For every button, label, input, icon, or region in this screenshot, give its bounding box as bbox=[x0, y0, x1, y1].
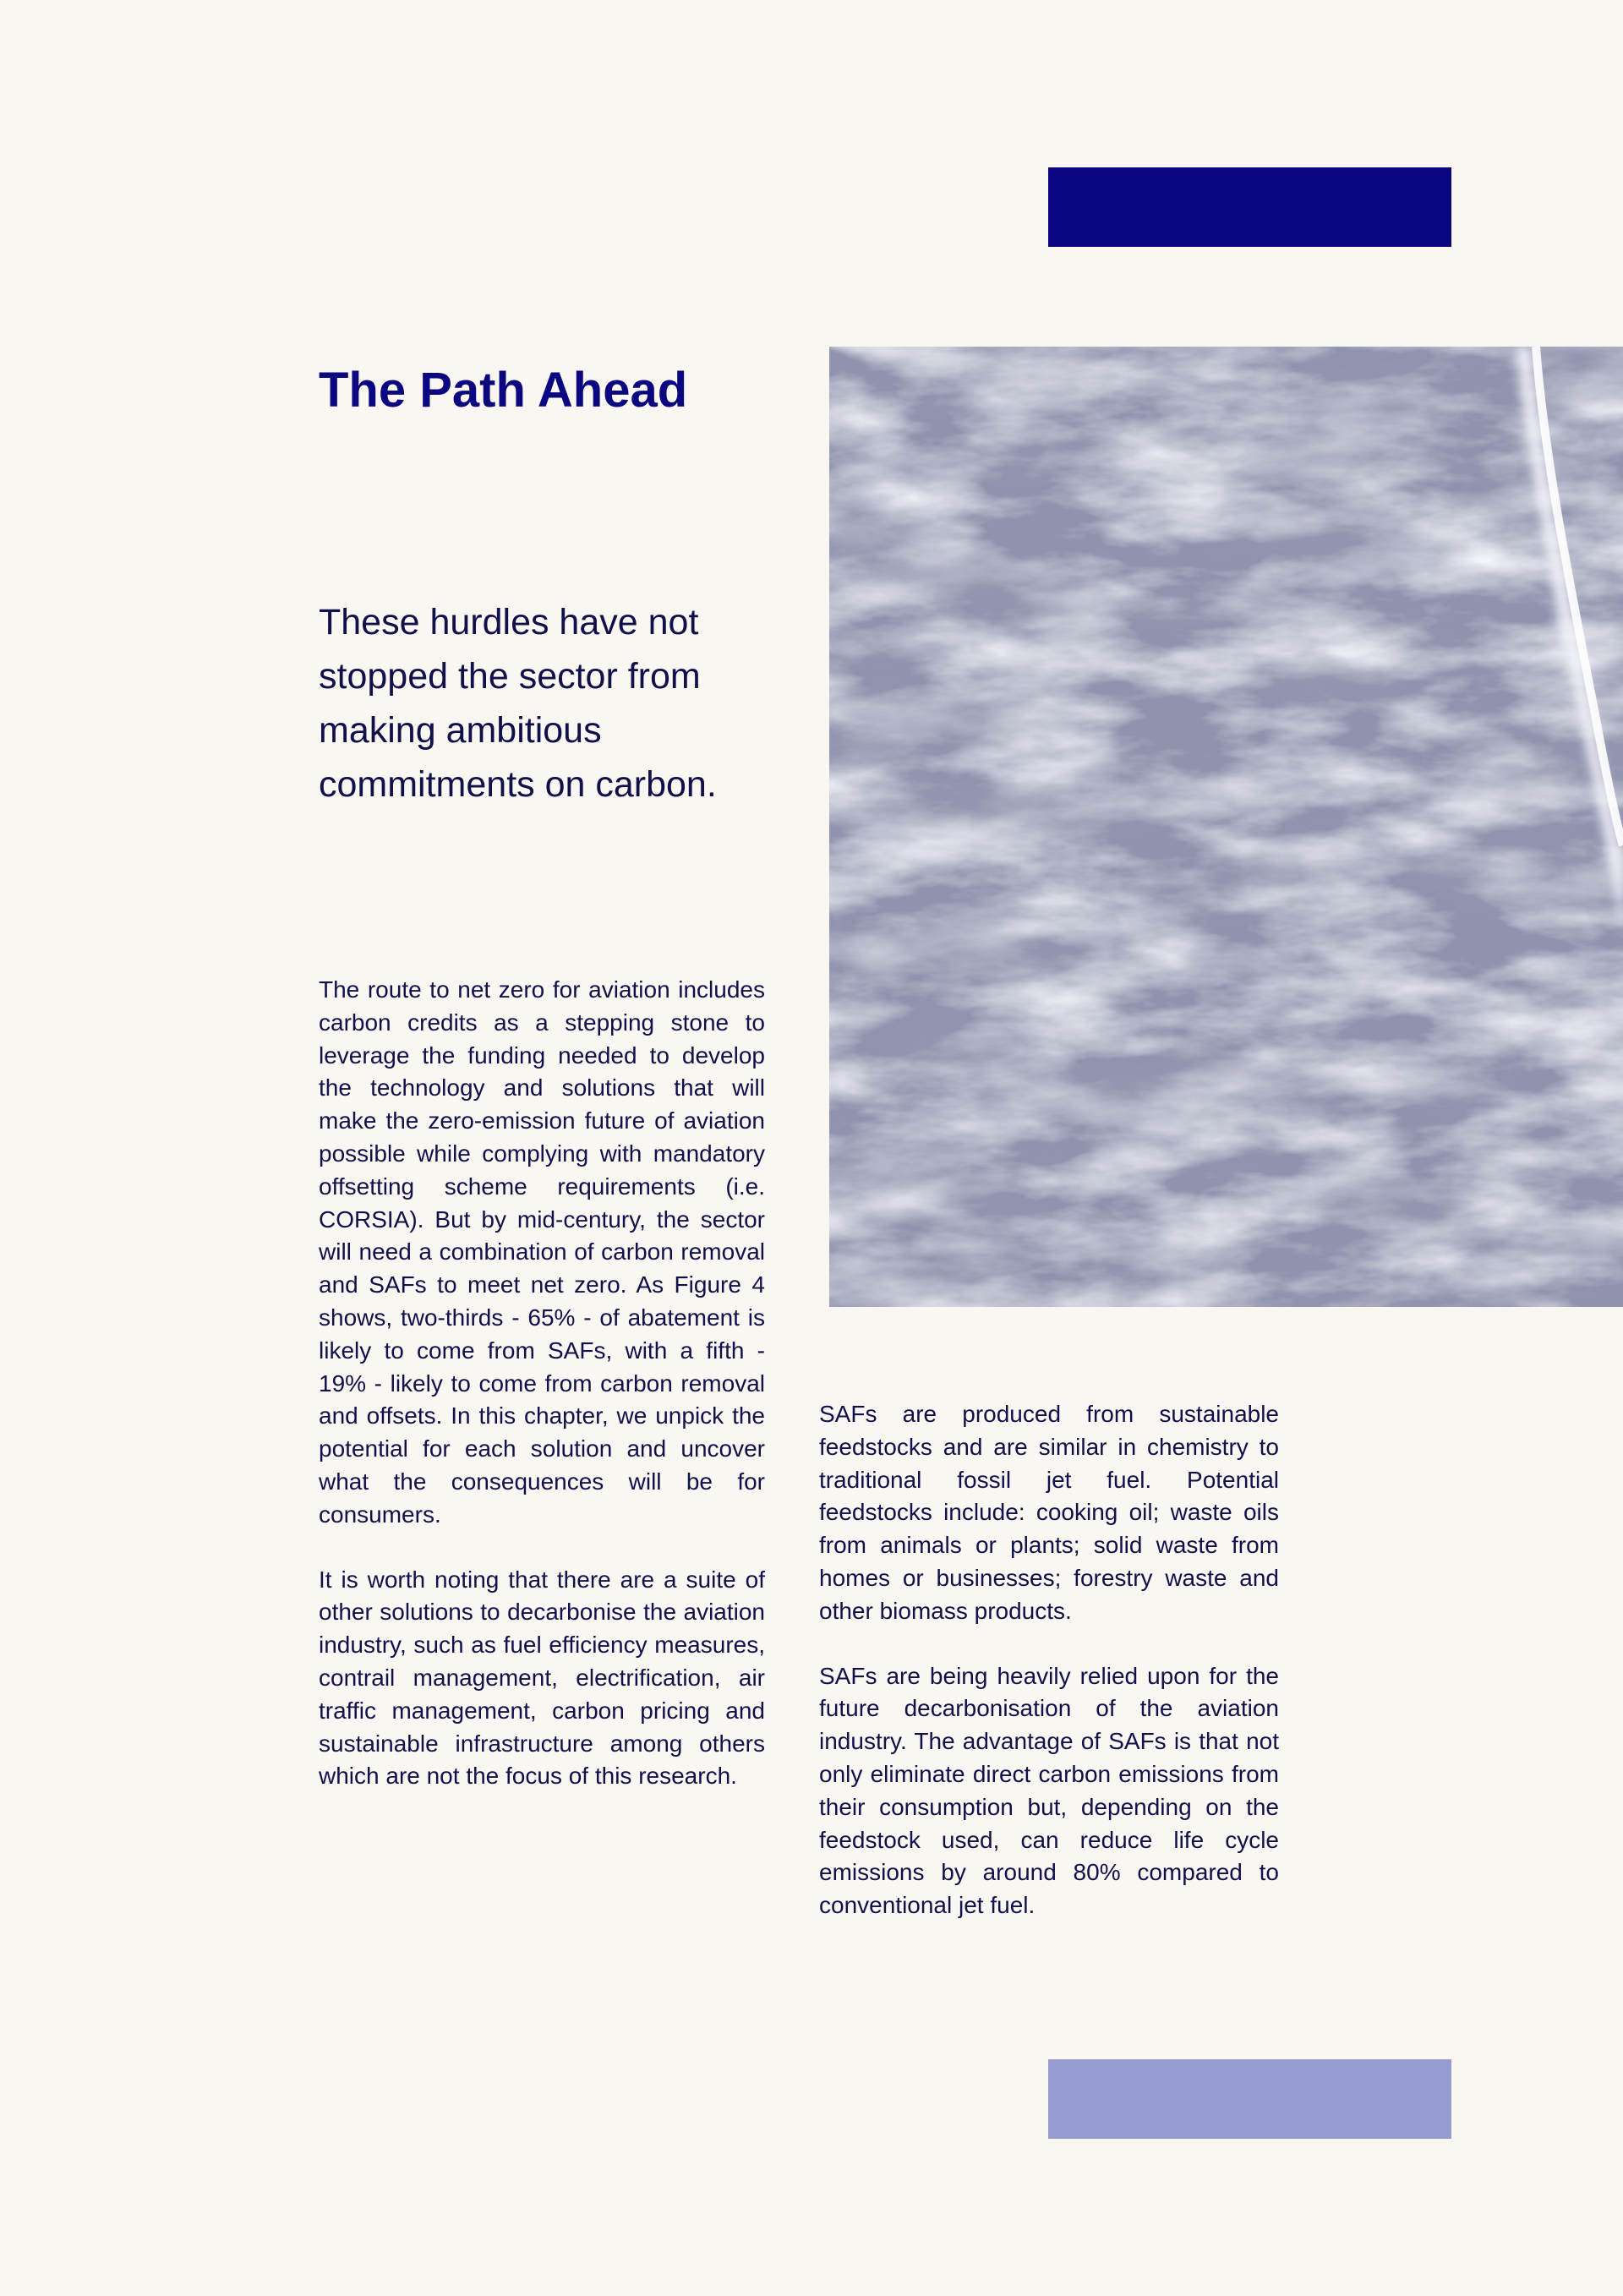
left-text-column bbox=[319, 974, 765, 1825]
left-paragraph: It is worth noting that there are a suite of other solutions to decarbonise the aviation industry, such as fuel efficiency measures, contrail management, electrification, air traffic management, carbon pricing and sustainable infrastructure among others which are not the focus of this research. bbox=[319, 1566, 765, 1790]
right-paragraph: SAFs are being heavily relied upon for the future decarbonisation of the aviation industry. The advantage of SAFs is that not only eliminate direct carbon emissions from their consumption but, depending on the feedstock used, can reduce life cycle emissions by around 80% compared to conventional jet fuel. bbox=[819, 1662, 1279, 1919]
top-accent-bar bbox=[1048, 167, 1451, 247]
lead-quote: These hurdles have not stopped the sector from making ambitious commitments on carbon. bbox=[319, 602, 717, 805]
right-paragraph: SAFs are produced from sustainable feedstocks and are similar in chemistry to traditional fossil jet fuel. Potential feedstocks include: cooking oil; waste oils from animals or plants; solid waste from homes or businesses; forestry waste and other biomass products. bbox=[819, 1401, 1279, 1624]
right-text-column bbox=[819, 1398, 1279, 1954]
clouds-photo bbox=[829, 347, 1623, 1307]
page-title: The Path Ahead bbox=[319, 363, 688, 418]
left-paragraph: The route to net zero for aviation includes carbon credits as a stepping stone to leverage the funding needed to develop the technology and solutions that will make the zero-emission future of aviation possible while complying with mandatory offsetting scheme requirements (i.e. CORSIA). But by mid-century, the sector will need a combination of carbon removal and SAFs to meet net zero. As Figure 4 shows, two-thirds - 65% - of abatement is likely to come from SAFs, with a fifth - 19% - likely to come from carbon removal and offsets. In this chapter, we unpick the potential for each solution and uncover what the consequences will be for consumers. bbox=[319, 976, 765, 1528]
bottom-accent-bar bbox=[1048, 2059, 1451, 2139]
